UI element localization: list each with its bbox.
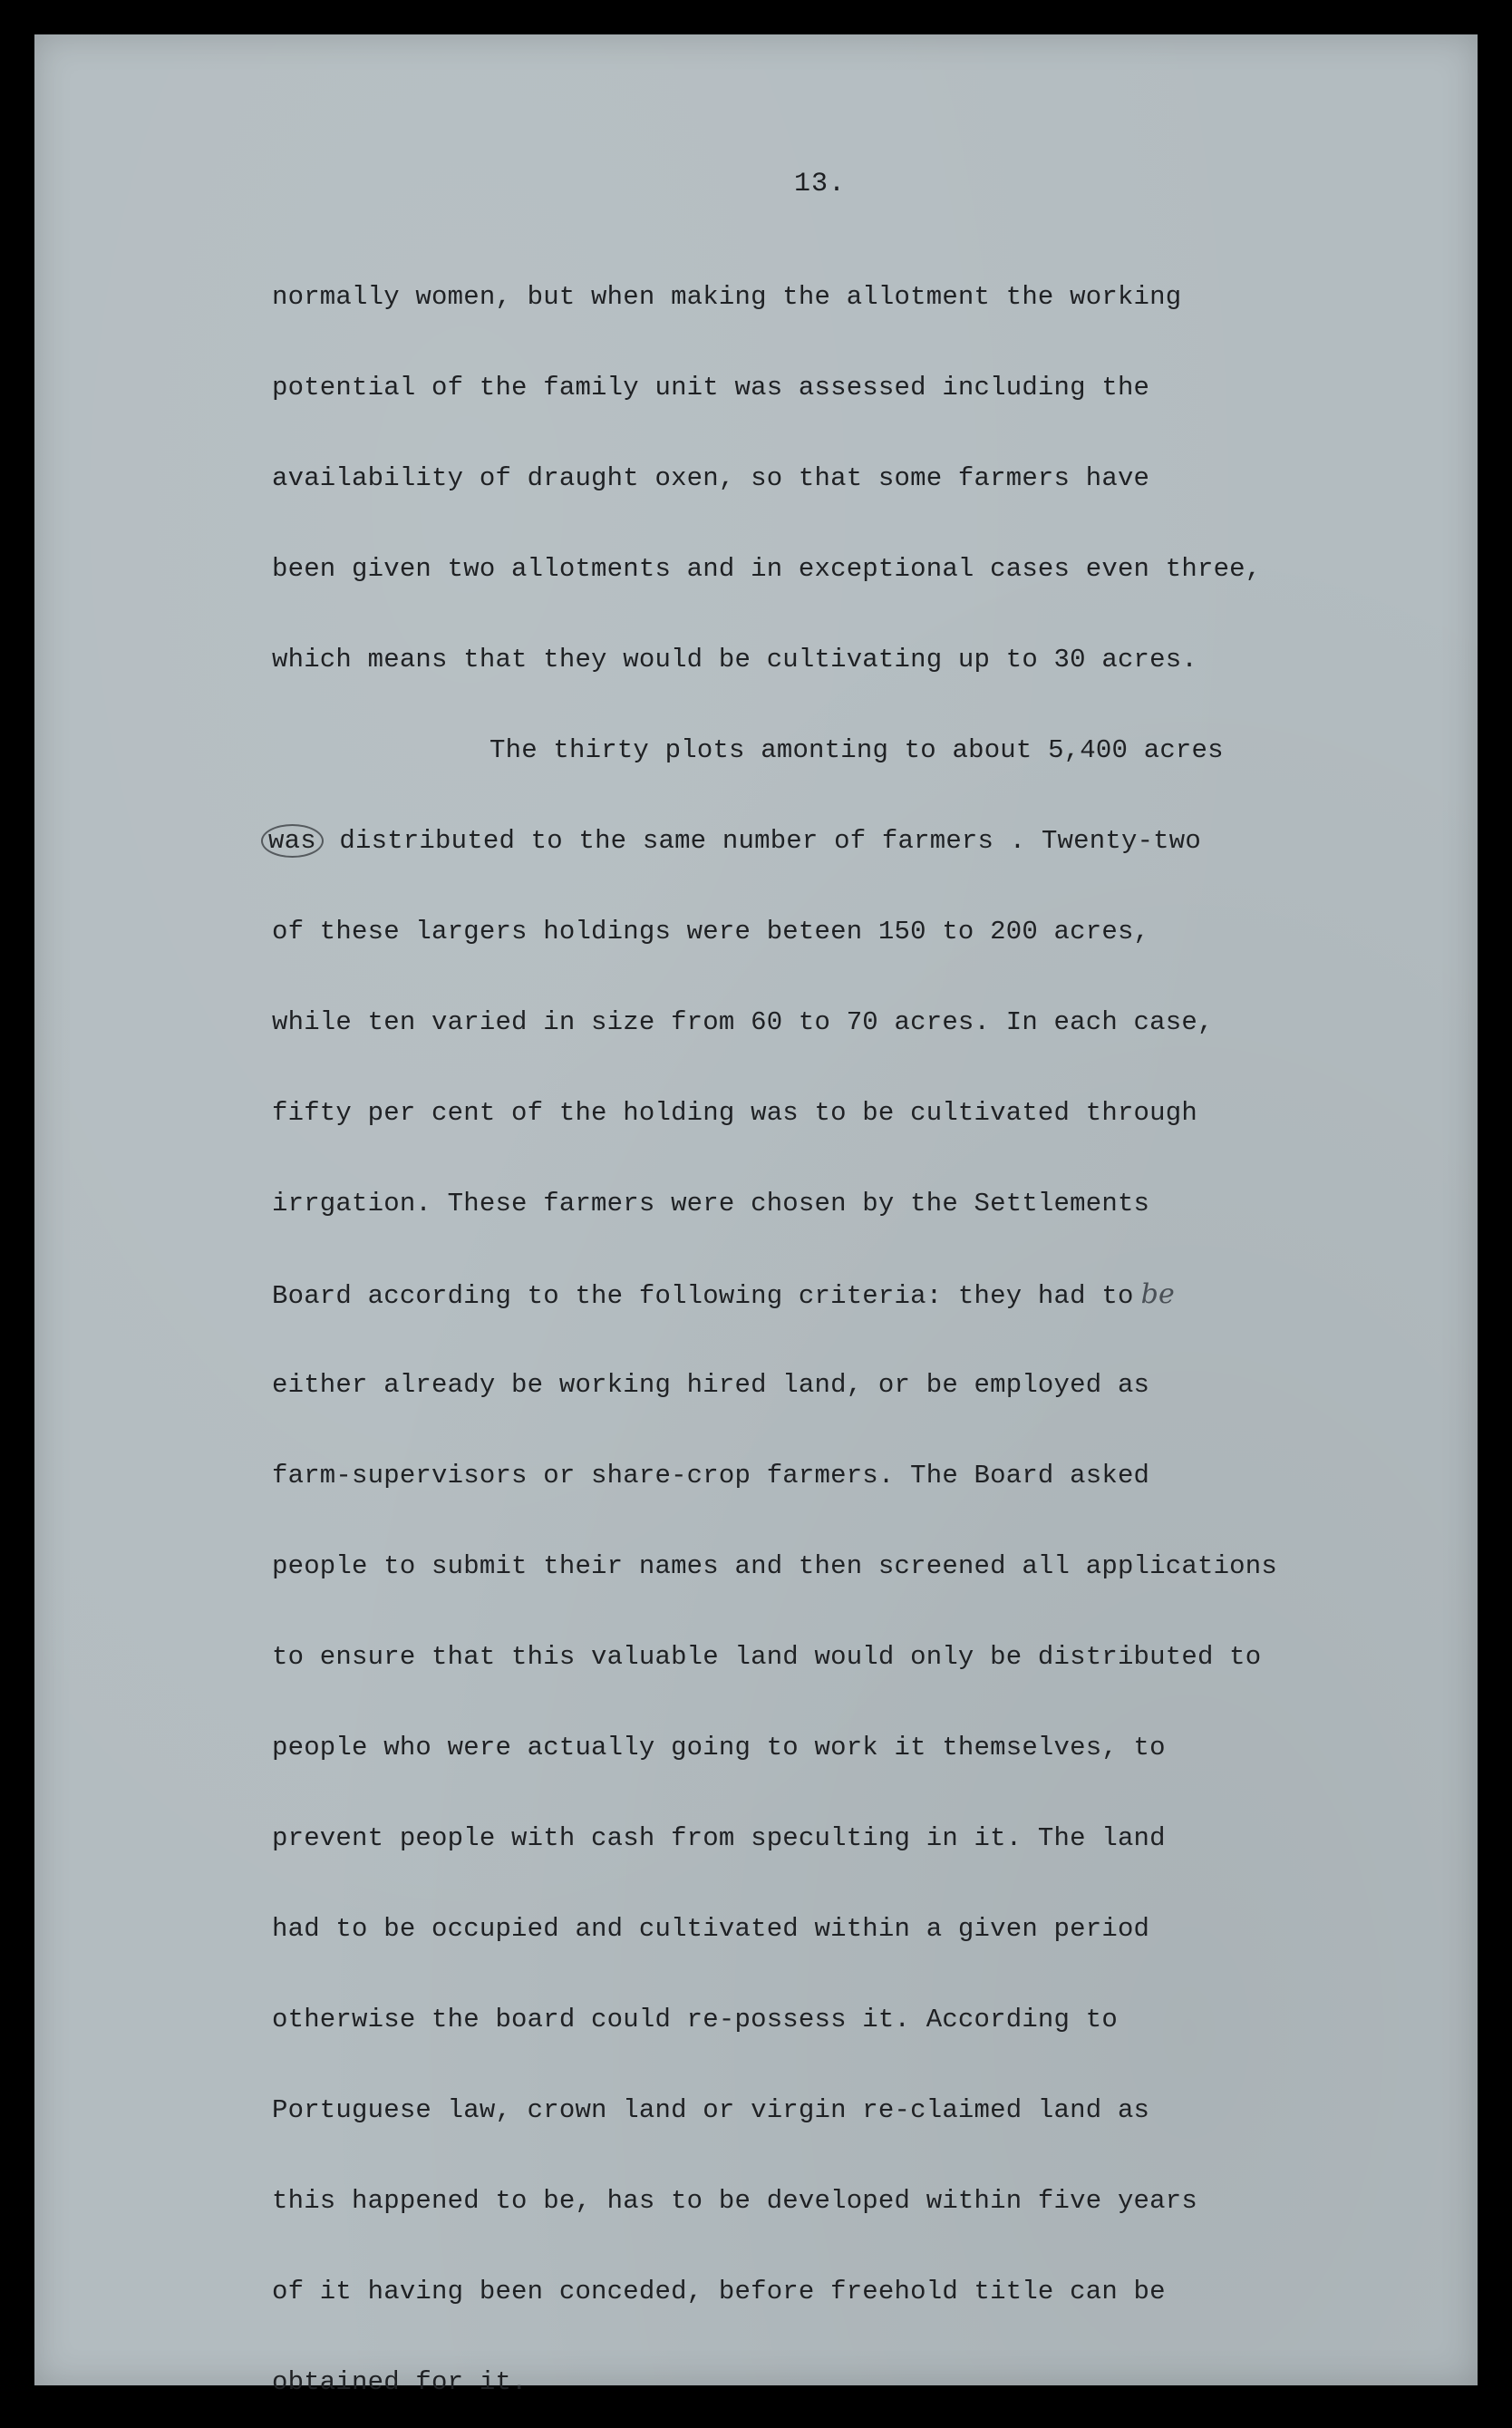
text-line: been given two allotments and in exceptional cases even three, <box>272 554 1262 584</box>
text-line: farm-supervisors or share-crop farmers. The Board asked <box>272 1461 1150 1491</box>
text-line: which means that they would be cultivating up to 30 acres. <box>272 645 1197 675</box>
text-line: had to be occupied and cultivated within a given period <box>272 1914 1150 1944</box>
text-line: of it having been conceded, before freehold title can be <box>272 2277 1166 2307</box>
text-line: fifty per cent of the holding was to be cultivated through <box>272 1098 1197 1128</box>
page-number: 13. <box>794 169 847 199</box>
handwritten-insert: be <box>1140 1278 1175 1310</box>
text-line: Portuguese law, crown land or virgin re-claimed land as <box>272 2095 1150 2125</box>
text-line: either already be working hired land, or be employed as <box>272 1370 1150 1400</box>
paragraph-start-line: The thirty plots amonting to about 5,400 acres <box>489 735 1224 765</box>
text-line: irrgation. These farmers were chosen by the Settlements <box>272 1189 1150 1219</box>
text-line: prevent people with cash from speculting in it. The land <box>272 1823 1166 1853</box>
body-text <box>268 252 1450 2428</box>
document-page <box>34 34 1478 2397</box>
text-line: otherwise the board could re-possess it. According to <box>272 2005 1118 2035</box>
text-line: people to submit their names and then screened all applications <box>272 1551 1277 1581</box>
text-line: while ten varied in size from 60 to 70 acres. In each case, <box>272 1007 1214 1037</box>
text-line: availability of draught oxen, so that some farmers have <box>272 463 1150 493</box>
text-line: to ensure that this valuable land would only be distributed to <box>272 1642 1262 1672</box>
text-line: normally women, but when making the allotment the working <box>272 282 1182 312</box>
text-line: of these largers holdings were beteen 150 to 200 acres, <box>272 917 1150 947</box>
circled-word: was <box>261 824 324 858</box>
text-line: this happened to be, has to be developed within five years <box>272 2186 1197 2216</box>
text-line-with-annotation <box>272 1249 1450 1340</box>
text-line: people who were actually going to work it themselves, to <box>272 1733 1166 1763</box>
text-line-with-circled-word <box>268 796 1450 887</box>
text-line: potential of the family unit was assessed including the <box>272 373 1150 403</box>
text-line-remainder: distributed to the same number of farmers . Twenty-two <box>339 826 1201 856</box>
text-line-main: Board according to the following criteria: they had to <box>272 1281 1134 1311</box>
text-line: obtained for it. <box>272 2367 528 2397</box>
